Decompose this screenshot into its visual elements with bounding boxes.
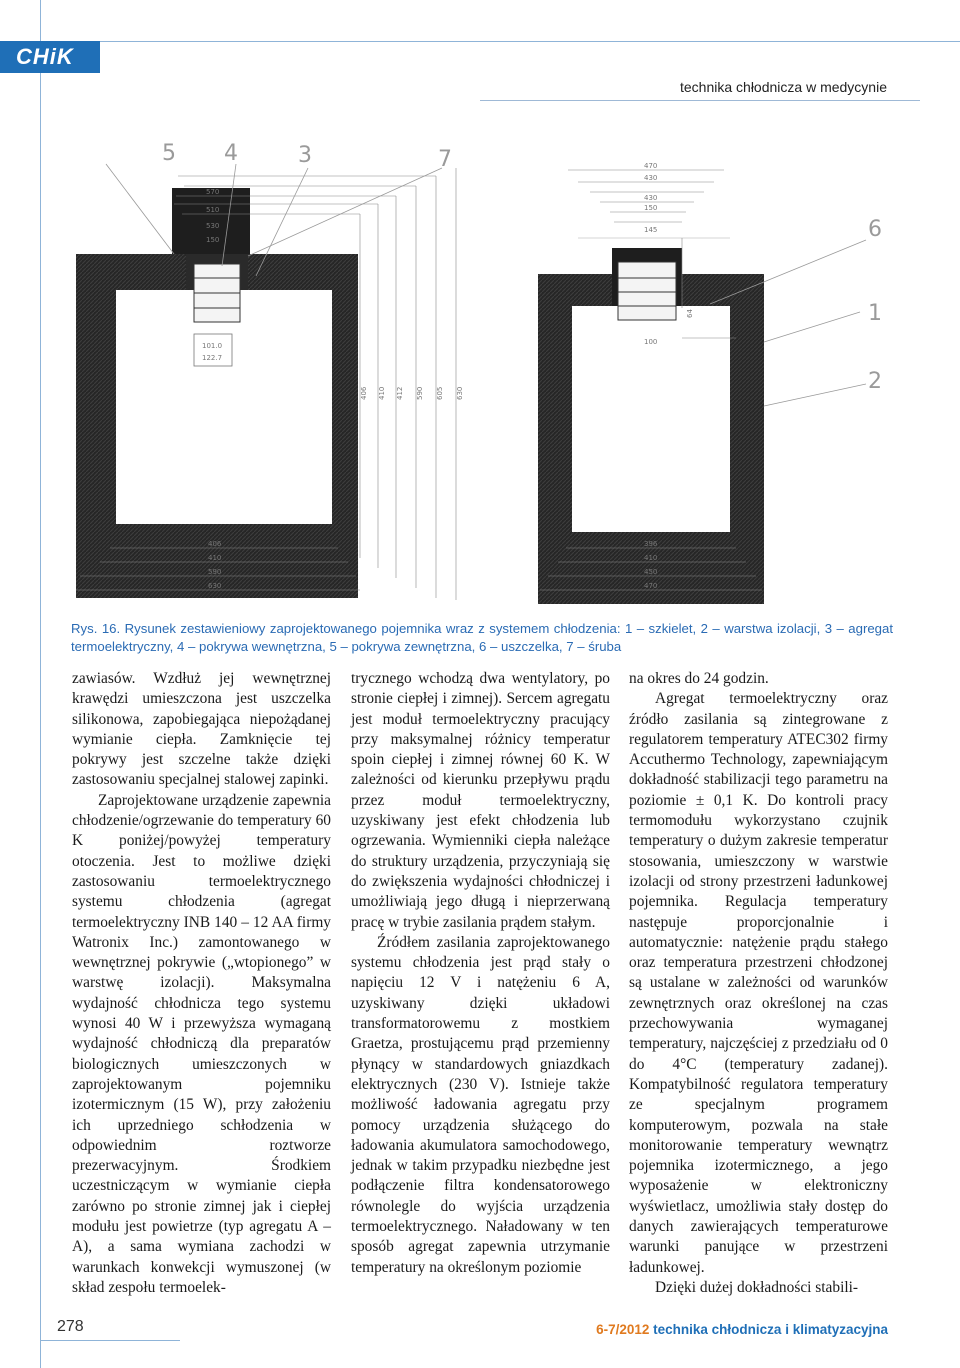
dim-label: 406	[208, 540, 222, 548]
dim-label: 430	[644, 194, 658, 202]
callout-2: 2	[868, 369, 882, 394]
paragraph: na okres do 24 godzin.	[629, 670, 769, 687]
dim-label: 100	[644, 338, 658, 346]
left-outer-lid	[172, 188, 250, 254]
dim-label: 630	[456, 386, 464, 400]
journal-logo: CHiK	[16, 44, 74, 69]
figure-caption: Rys. 16. Rysunek zestawieniowy zaprojektowanego pojemnika wraz z systemem chłodzenia: 1 – szkielet, 2 – warstwa izolacji, 3 – agregat termoelektryczny, 4 – pokrywa wewnętrzna, 5 – pokrywa zewnętrzna, 6 – uszczelka, 7 – śruba	[71, 621, 893, 654]
journal-name: technika chłodnicza i klimatyzacyjna	[653, 1322, 888, 1337]
paragraph: Zaprojektowane urządzenie zapewnia chłodzenie/ogrzewanie do temperatury 60 K poniżej/powyżej temperatury otoczenia. Jest to możliwe dzięki zastosowaniu termoelektrycznego systemu chłodzenia (agregat termoelektryczny INB 140 – 12 AA firmy Watronix Inc.) zamontowanego w wewnętrznej pokrywie („wtopionego” w warstwę izolacji). Maksymalna wydajność chłodnicza tego systemu wynosi 40 W i przewyższa wymaganą wydajność chłodniczą dla preparatów biologicznych umieszczonych w zaprojektowanym pojemniku izotermicznym (15 W), przy założeniu ich uprzedniego schłodzenia w odpowiednim roztworze prezerwacyjnym. Środkiem uczestniczącym w wymianie ciepła zarówno po stronie zimnej jak i ciepłej modułu jest powietrze (typ agregatu A – A), a sama wymiana zachodzi w warunkach konwekcji wymuszonej (w skład zespołu termoelek-	[72, 791, 331, 1296]
section-title: technika chłodnicza w medycynie	[680, 79, 887, 95]
dim-label: 450	[644, 568, 658, 576]
paragraph: trycznego wchodzą dwa wentylatory, po stronie ciepłej i zimnej). Sercem agregatu jest moduł termoelektryczny pracujący przy maksymalnej różnicy temperatur spoin ciepłej i zimnej równej 60 K. W zależności od kierunku przepływu prądu przez moduł termoelektryczny, uzyskiwany jest efekt chłodzenia lub ogrzewania. Wymienniki ciepła należące do struktury urządzenia, przyczyniają się do zwiększenia wydajności chłodniczej i umożliwiają jego długą i nieprzerwaną pracę w trybie zasilania prądem stałym.	[351, 670, 610, 931]
left-container-view	[76, 164, 456, 600]
callout-1: 1	[868, 301, 882, 326]
dim-label: 406	[360, 386, 368, 400]
paragraph: Źródłem zasilania zaprojektowanego systemu chłodzenia jest prąd stały o napięciu 12 V i natężeniu 6 A, uzyskiwany dzięki układowi transformatorowemu z mostkiem Graetza, prostującemu prąd przemienny płynący w standardowych gniazdkach elektrycznych (230 V). Istnieje także możliwość ładowania agregatu przy pomocy urządzenia służącego do ładowania akumulatora samochodowego, jednak w takim przypadku niezbędne jest podłączenie filtra kondensatorowego równolegle do wyjścia urządzenia termoelektrycznego. Naładowany w ten sposób agregat zapewnia utrzymanie temperatury na określonym poziomie	[351, 933, 610, 1276]
journal-footer	[596, 1322, 888, 1337]
corner-guide-horizontal	[0, 41, 960, 42]
dim-label: 412	[396, 386, 404, 400]
callout-3: 3	[298, 143, 312, 168]
callout-6: 6	[868, 217, 882, 242]
right-cooling-unit	[618, 262, 676, 320]
dim-label: 410	[644, 554, 658, 562]
dim-label: 530	[206, 222, 220, 230]
dim-label: 396	[644, 540, 658, 548]
paragraph: Agregat termoelektryczny oraz źródło zasilania są zintegrowane z regulatorem temperatury ATEC302 firmy Accuthermo Technology, zapewniającym dokładność stabilizacji tego parametru na poziomie ± 0,1 K. Do kontroli pracy termomodułu wykorzystano czujnik temperatury o dużym zakresie temperatur stosowania, umieszczony w warstwie izolacji od strony przestrzeni ładunkowej pojemnika. Regulacja temperatury następuje proporcjonalnie i automatycznie: natężenie prądu stałego oraz temperatura przestrzeni chłodzonej są ustalane w zależności od warunków zewnętrznych oraz określonej na czas przechowywania wymaganej temperatury, najczęściej z przedziału od 0 do 4°C (temperatury zadanej). Kompatybilność regulatora temperatury ze specjalnym programem komputerowym, pozwala na stałe monitorowanie temperatury wewnątrz pojemnika izotermicznego, a jego wyposażenie w elektroniczny wyświetlacz, umożliwia stały dostęp do danych zawierających temperaturowe warunki panujące w przestrzeni ładunkowej.	[629, 690, 888, 1276]
header-rule	[480, 100, 920, 101]
dim-label: 470	[644, 162, 658, 170]
issue-number: 6-7/2012	[596, 1322, 650, 1337]
dim-label: 630	[208, 582, 222, 590]
right-container-view	[538, 170, 866, 604]
dim-label: 410	[208, 554, 222, 562]
dim-label: 145	[644, 226, 658, 234]
dim-label: 590	[416, 386, 424, 400]
page-number: 278	[57, 1318, 84, 1335]
left-inner-space	[116, 290, 332, 524]
dim-label: 150	[644, 204, 658, 212]
corner-guide-vertical	[40, 0, 41, 1368]
footer-rule	[40, 1340, 180, 1341]
text-column-3	[629, 669, 888, 1298]
callout-7: 7	[438, 147, 452, 172]
text-column-1	[72, 669, 331, 1298]
callout-5: 5	[162, 141, 176, 166]
technical-drawing	[70, 128, 900, 608]
dim-label: 590	[208, 568, 222, 576]
dim-label: 122.7	[202, 354, 223, 362]
dim-label: 101.0	[202, 342, 223, 350]
dim-label: 410	[378, 386, 386, 400]
paragraph: Dzięki dużej dokładności stabili-	[655, 1278, 859, 1296]
dim-label: 64	[686, 309, 694, 318]
paragraph: zawiasów. Wzdłuż jej wewnętrznej krawędzi umieszczona jest uszczelka silikonowa, zapobiegająca niepożądanej wymianie ciepła. Zamknięcie tej pokrywy jest szczelne także dzięki zastosowaniu specjalnej stalowej zapinki.	[72, 670, 331, 789]
dim-label: 605	[436, 386, 444, 400]
dim-label: 150	[206, 236, 220, 244]
dim-label: 570	[206, 188, 220, 196]
dim-label: 510	[206, 206, 220, 214]
callout-4: 4	[224, 141, 238, 166]
dim-label: 470	[644, 582, 658, 590]
dim-label: 430	[644, 174, 658, 182]
text-column-2	[351, 669, 610, 1278]
